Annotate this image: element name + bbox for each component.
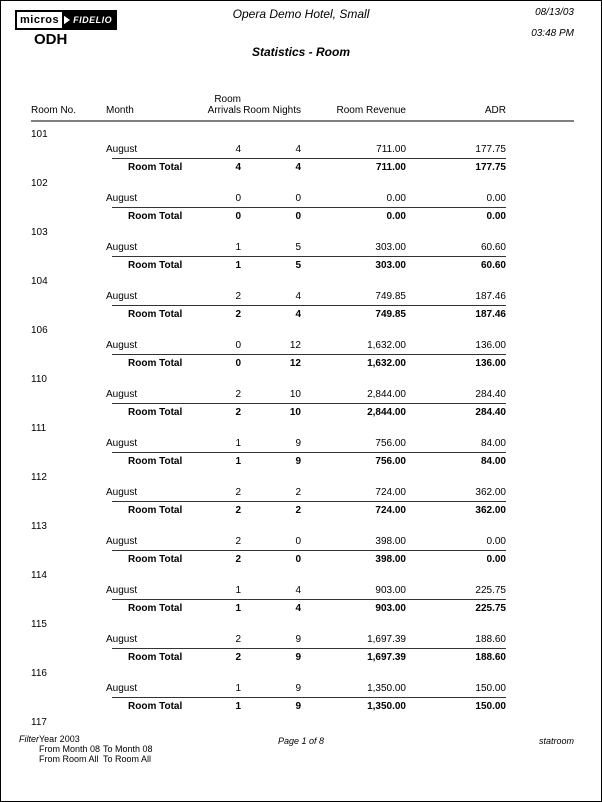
total-row: [31, 159, 574, 173]
month-cell: August: [106, 536, 138, 547]
filter-year: Year 2003: [39, 734, 80, 744]
nights-cell: 4: [295, 144, 301, 155]
total-label: Room Total: [128, 652, 183, 663]
table-header-row: [31, 94, 574, 120]
room-block: [31, 369, 574, 418]
month-row: [31, 630, 574, 645]
adr-cell: 284.40: [475, 389, 506, 400]
report-header: [1, 1, 601, 94]
total-label: Room Total: [128, 603, 183, 614]
room-number: 117: [31, 717, 47, 728]
total-revenue-cell: 1,350.00: [367, 701, 406, 712]
room-block: [31, 124, 574, 173]
page-number: Page 1 of 8: [277, 736, 325, 746]
total-arrivals-cell: 0: [235, 211, 241, 222]
month-row: [31, 434, 574, 449]
adr-cell: 84.00: [480, 438, 506, 449]
total-adr-cell: 177.75: [475, 162, 506, 173]
revenue-cell: 398.00: [375, 536, 406, 547]
room-number-row: [31, 516, 574, 532]
room-number-row: [31, 614, 574, 630]
revenue-cell: 711.00: [376, 144, 406, 155]
nights-cell: 0: [295, 536, 301, 547]
total-nights-cell: 12: [289, 358, 301, 369]
arrivals-cell: 2: [235, 291, 241, 302]
total-nights-cell: 9: [295, 652, 301, 663]
month-cell: August: [106, 683, 138, 694]
month-cell: August: [106, 340, 138, 351]
room-number: 106: [31, 325, 48, 336]
total-revenue-cell: 724.00: [375, 505, 406, 516]
total-nights-cell: 2: [295, 505, 301, 516]
total-arrivals-cell: 2: [235, 407, 241, 418]
revenue-cell: 303.00: [375, 242, 406, 253]
total-revenue-cell: 398.00: [375, 554, 406, 565]
logo-fidelio-label: FIDELIO: [73, 15, 113, 25]
room-number: 111: [31, 423, 47, 434]
revenue-cell: 756.00: [375, 438, 406, 449]
month-cell: August: [106, 487, 138, 498]
room-number-row: [31, 418, 574, 434]
room-number: 102: [31, 178, 48, 189]
month-cell: August: [106, 242, 138, 253]
total-revenue-cell: 303.00: [375, 260, 406, 271]
room-number-row: [31, 467, 574, 483]
room-number: 113: [31, 521, 47, 532]
adr-cell: 136.00: [475, 340, 506, 351]
room-block: [31, 614, 574, 663]
month-row: [31, 336, 574, 351]
total-adr-cell: 362.00: [475, 505, 506, 516]
revenue-cell: 724.00: [375, 487, 406, 498]
col-header-room-nights: Room Nights: [243, 105, 301, 116]
total-label: Room Total: [128, 309, 183, 320]
month-row: [31, 140, 574, 155]
arrivals-cell: 1: [235, 683, 241, 694]
total-arrivals-cell: 1: [235, 456, 241, 467]
room-number-row: [31, 663, 574, 679]
total-label: Room Total: [128, 456, 183, 467]
total-adr-cell: 60.60: [480, 260, 506, 271]
room-block: [31, 516, 574, 565]
revenue-cell: 1,697.39: [367, 634, 406, 645]
total-revenue-cell: 2,844.00: [367, 407, 406, 418]
total-arrivals-cell: 1: [235, 701, 241, 712]
total-label: Room Total: [128, 162, 183, 173]
month-row: [31, 581, 574, 596]
report-table: [1, 94, 601, 728]
col-header-room-arrivals: Room Arrivals: [207, 94, 241, 116]
total-adr-cell: 225.75: [475, 603, 506, 614]
room-number-row: [31, 565, 574, 581]
total-nights-cell: 10: [289, 407, 301, 418]
total-label: Room Total: [128, 358, 183, 369]
report-date: 08/13/03: [535, 7, 574, 18]
adr-cell: 150.00: [475, 683, 506, 694]
month-row: [31, 483, 574, 498]
total-label: Room Total: [128, 211, 183, 222]
nights-cell: 9: [295, 438, 301, 449]
total-row: [31, 649, 574, 663]
nights-cell: 0: [295, 193, 301, 204]
total-nights-cell: 5: [295, 260, 301, 271]
total-arrivals-cell: 2: [235, 652, 241, 663]
room-number-row: [31, 369, 574, 385]
report-code: statroom: [538, 736, 574, 746]
total-label: Room Total: [128, 260, 183, 271]
total-arrivals-cell: 2: [235, 505, 241, 516]
total-label: Room Total: [128, 505, 183, 516]
adr-cell: 0.00: [486, 536, 506, 547]
arrivals-cell: 2: [235, 487, 241, 498]
total-arrivals-cell: 4: [235, 162, 241, 173]
center-titles: [1, 1, 601, 59]
total-adr-cell: 187.46: [475, 309, 506, 320]
month-row: [31, 189, 574, 204]
total-adr-cell: 0.00: [486, 211, 506, 222]
revenue-cell: 1,350.00: [367, 683, 406, 694]
room-number: 101: [31, 129, 48, 140]
revenue-cell: 903.00: [375, 585, 406, 596]
room-block: [31, 663, 574, 712]
total-adr-cell: 84.00: [480, 456, 506, 467]
nights-cell: 2: [295, 487, 301, 498]
total-revenue-cell: 1,632.00: [367, 358, 406, 369]
property-code: ODH: [34, 31, 68, 48]
total-nights-cell: 4: [295, 603, 301, 614]
filter-line-room: [39, 754, 153, 764]
month-cell: August: [106, 585, 138, 596]
revenue-cell: 1,632.00: [367, 340, 406, 351]
adr-cell: 177.75: [475, 144, 506, 155]
total-arrivals-cell: 0: [235, 358, 241, 369]
col-header-adr: ADR: [484, 105, 506, 116]
total-nights-cell: 0: [295, 554, 301, 565]
arrivals-cell: 1: [235, 242, 241, 253]
room-block: [31, 320, 574, 369]
room-number: 103: [31, 227, 48, 238]
total-row: [31, 208, 574, 222]
total-row: [31, 698, 574, 712]
month-row: [31, 679, 574, 694]
room-block: [31, 173, 574, 222]
total-row: [31, 404, 574, 418]
room-number: 112: [31, 472, 47, 483]
report-time: 03:48 PM: [531, 28, 574, 39]
room-block: [31, 565, 574, 614]
total-row: [31, 551, 574, 565]
filter-to-room: To Room All: [103, 754, 152, 764]
room-number-row: [31, 173, 574, 189]
total-nights-cell: 4: [295, 162, 301, 173]
nights-cell: 4: [295, 585, 301, 596]
month-row: [31, 385, 574, 400]
arrivals-cell: 1: [235, 438, 241, 449]
arrivals-cell: 2: [235, 536, 241, 547]
month-cell: August: [106, 193, 138, 204]
adr-cell: 187.46: [475, 291, 506, 302]
room-number-row: [31, 712, 574, 728]
col-header-room-no: Room No.: [31, 105, 77, 116]
table-body: [31, 124, 574, 728]
revenue-cell: 0.00: [386, 193, 406, 204]
col-header-month: Month: [106, 105, 134, 116]
total-nights-cell: 0: [295, 211, 301, 222]
revenue-cell: 749.85: [375, 291, 406, 302]
total-arrivals-cell: 1: [235, 260, 241, 271]
total-revenue-cell: 711.00: [375, 162, 406, 173]
hotel-name: Opera Demo Hotel, Small: [232, 7, 370, 21]
room-number: 114: [31, 570, 47, 581]
filter-from-month: From Month 08: [39, 744, 101, 754]
total-adr-cell: 136.00: [475, 358, 506, 369]
total-row: [31, 600, 574, 614]
total-arrivals-cell: 1: [235, 603, 241, 614]
total-revenue-cell: 749.85: [375, 309, 406, 320]
total-row: [31, 257, 574, 271]
room-number: 115: [31, 619, 47, 630]
total-row: [31, 502, 574, 516]
room-number: 110: [31, 374, 47, 385]
adr-cell: 0.00: [486, 193, 506, 204]
total-nights-cell: 9: [295, 701, 301, 712]
datetime-block: [531, 7, 574, 39]
col-header-room-revenue: Room Revenue: [336, 105, 406, 116]
room-block: [31, 467, 574, 516]
total-label: Room Total: [128, 407, 183, 418]
filter-label: Filter: [19, 734, 39, 744]
month-row: [31, 287, 574, 302]
adr-cell: 188.60: [475, 634, 506, 645]
arrivals-cell: 2: [235, 634, 241, 645]
month-cell: August: [106, 438, 138, 449]
adr-cell: 362.00: [475, 487, 506, 498]
total-arrivals-cell: 2: [235, 309, 241, 320]
month-row: [31, 532, 574, 547]
arrivals-cell: 2: [235, 389, 241, 400]
nights-cell: 10: [289, 389, 301, 400]
room-block: [31, 712, 574, 728]
logo-micros-text: micros: [15, 10, 64, 30]
total-row: [31, 453, 574, 467]
total-nights-cell: 9: [295, 456, 301, 467]
total-adr-cell: 188.60: [475, 652, 506, 663]
nights-cell: 9: [295, 634, 301, 645]
room-number: 116: [31, 668, 47, 679]
arrivals-cell: 0: [235, 193, 241, 204]
room-number: 104: [31, 276, 48, 287]
total-arrivals-cell: 2: [235, 554, 241, 565]
month-cell: August: [106, 291, 138, 302]
month-cell: August: [106, 389, 138, 400]
room-block: [31, 222, 574, 271]
report-title: Statistics - Room: [251, 45, 350, 59]
arrivals-cell: 1: [235, 585, 241, 596]
total-revenue-cell: 1,697.39: [367, 652, 406, 663]
room-number-row: [31, 271, 574, 287]
month-cell: August: [106, 144, 138, 155]
nights-cell: 5: [295, 242, 301, 253]
total-adr-cell: 284.40: [475, 407, 506, 418]
revenue-cell: 2,844.00: [367, 389, 406, 400]
total-adr-cell: 150.00: [475, 701, 506, 712]
nights-cell: 4: [295, 291, 301, 302]
arrivals-cell: 4: [235, 144, 241, 155]
month-row: [31, 238, 574, 253]
total-revenue-cell: 756.00: [375, 456, 406, 467]
filter-from-room: From Room All: [39, 754, 99, 764]
adr-cell: 225.75: [475, 585, 506, 596]
table-header-rule: [31, 120, 574, 122]
total-row: [31, 306, 574, 320]
filter-to-month: To Month 08: [103, 744, 153, 754]
arrivals-cell: 0: [235, 340, 241, 351]
total-label: Room Total: [128, 701, 183, 712]
total-label: Room Total: [128, 554, 183, 565]
total-nights-cell: 4: [295, 309, 301, 320]
room-block: [31, 271, 574, 320]
room-number-row: [31, 124, 574, 140]
month-cell: August: [106, 634, 138, 645]
room-number-row: [31, 222, 574, 238]
total-adr-cell: 0.00: [486, 554, 506, 565]
total-revenue-cell: 0.00: [386, 211, 406, 222]
adr-cell: 60.60: [480, 242, 506, 253]
room-block: [31, 418, 574, 467]
nights-cell: 12: [289, 340, 301, 351]
room-number-row: [31, 320, 574, 336]
total-row: [31, 355, 574, 369]
nights-cell: 9: [295, 683, 301, 694]
total-revenue-cell: 903.00: [375, 603, 406, 614]
